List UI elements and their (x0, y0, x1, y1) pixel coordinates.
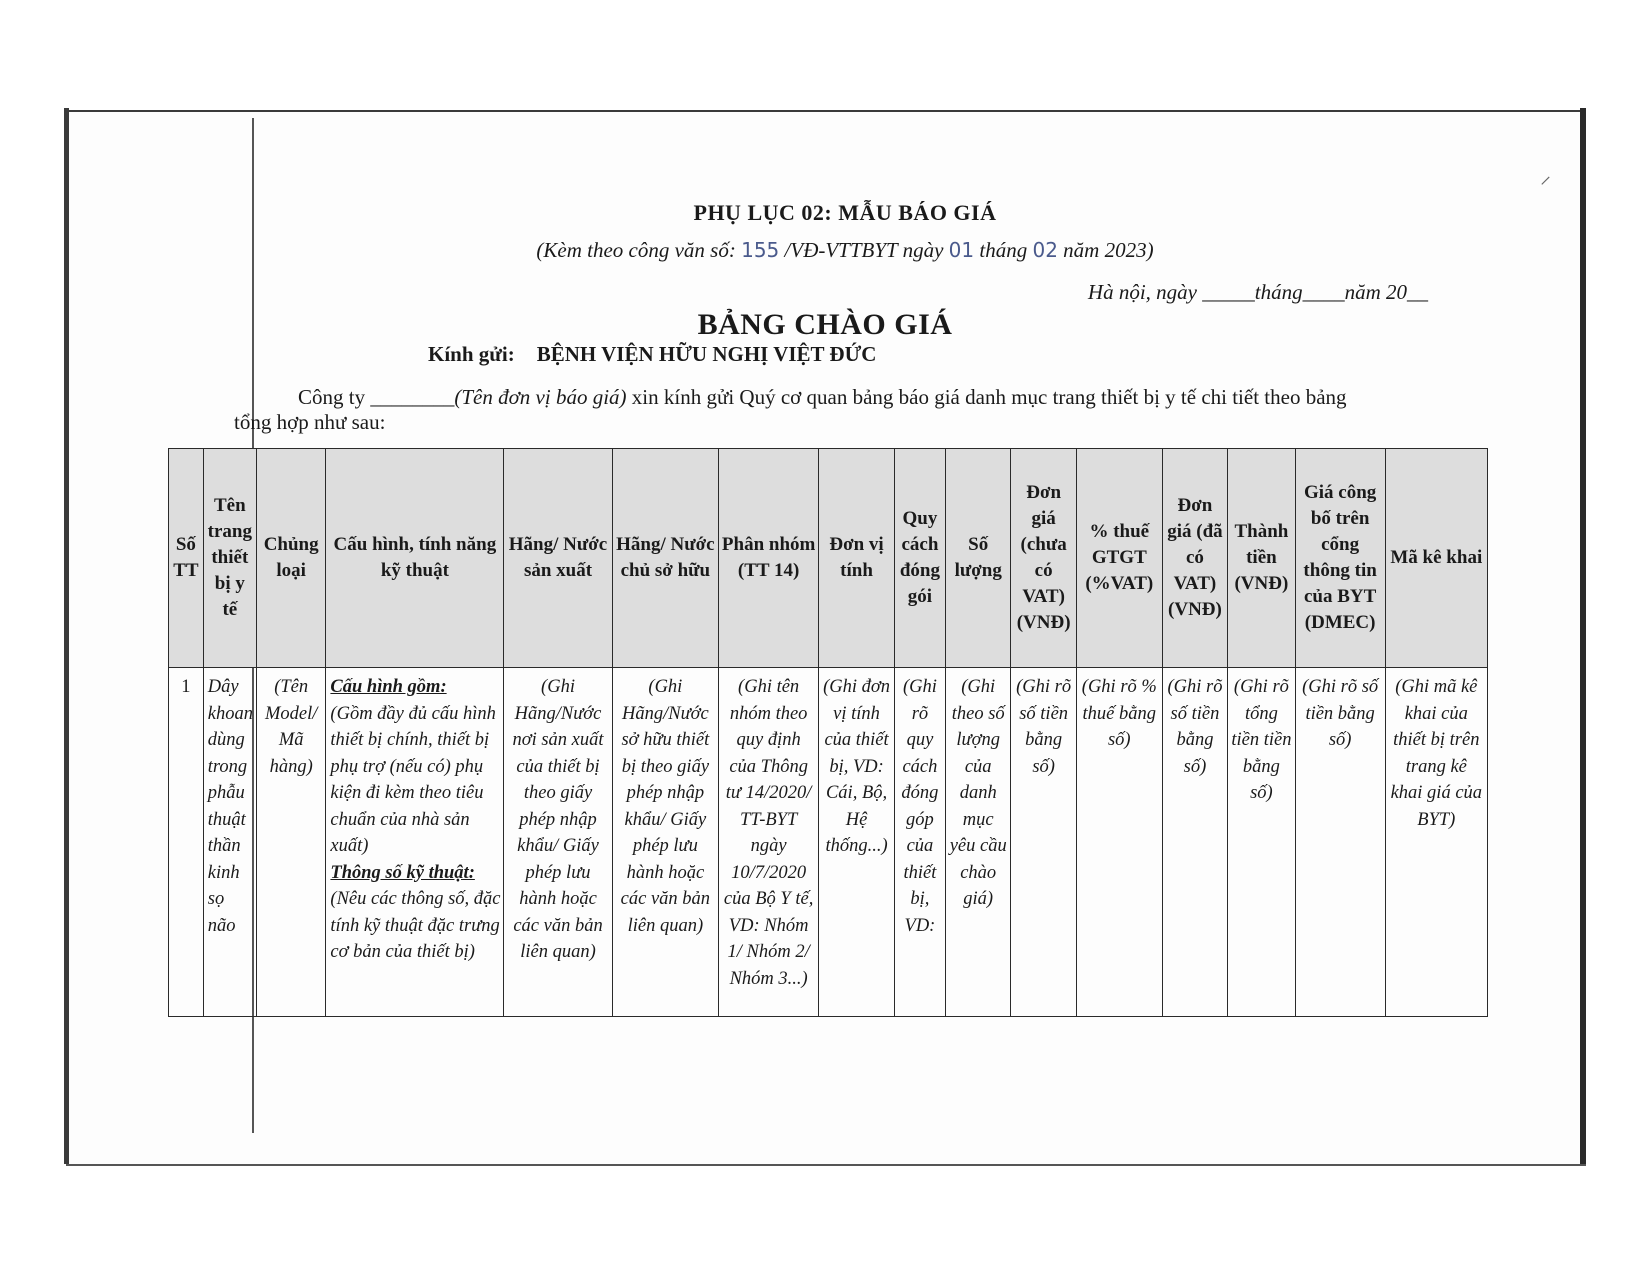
date-line: Hà nội, ngày _____tháng____năm 20__ (1087, 280, 1428, 304)
header-cell: Số lượng (945, 449, 1010, 668)
header-cell: Mã kê khai (1385, 449, 1487, 668)
header-cell: Thành tiền (VNĐ) (1228, 449, 1295, 668)
cell-owner: (Ghi Hãng/Nước sở hữu thiết bị theo giấy phép nhập khẩu/ Giấy phép lưu hành hoặc các văn bản liên quan) (612, 668, 718, 1017)
cell-group: (Ghi tên nhóm theo quy định của Thông tư 14/2020/ TT-BYT ngày 10/7/2020 của Bộ Y tế, VD: Nhóm 1/ Nhóm 2/ Nhóm 3...) (719, 668, 819, 1017)
cell-price-ex-vat: (Ghi rõ số tiền bằng số) (1011, 668, 1076, 1017)
intro-paragraph (234, 385, 1434, 435)
sheet-right-edge (1580, 108, 1586, 1164)
cell-vat: (Ghi rõ % thuế bằng số) (1076, 668, 1162, 1017)
cell-price-inc-vat: (Ghi rõ số tiền bằng số) (1162, 668, 1227, 1017)
cell-packing: (Ghi rõ quy cách đóng góp của thiết bị, VD: (894, 668, 945, 1017)
intro-unit-name: (Tên đơn vị báo giá) (454, 385, 627, 409)
header-cell: Đơn giá (đã có VAT) (VNĐ) (1162, 449, 1227, 668)
header-cell: % thuế GTGT (%VAT) (1076, 449, 1162, 668)
header-cell: Tên trang thiết bị y tế (203, 449, 256, 668)
doc-month: 02 (1032, 238, 1058, 262)
header-cell: Hãng/ Nước chủ sở hữu (612, 449, 718, 668)
header-cell: Quy cách đóng gói (894, 449, 945, 668)
cell-manufacturer: (Ghi Hãng/Nước nơi sản xuất của thiết bị theo giấy phép nhập khẩu/ Giấy phép lưu hành hoặc các văn bản liên quan) (504, 668, 612, 1017)
header-cell: Phân nhóm (TT 14) (719, 449, 819, 668)
main-title: BẢNG CHÀO GIÁ (697, 308, 953, 341)
attach-mid1: /VĐ-VTTBYT ngày (779, 238, 949, 262)
scan-mark: ⸝ (1540, 163, 1552, 188)
spec-text: (Nêu các thông số, đặc tính kỹ thuật đặc trưng cơ bản của thiết bị) (330, 889, 501, 962)
spec-heading: Thông số kỹ thuật: (330, 862, 475, 883)
cell-declaration-code: (Ghi mã kê khai của thiết bị trên trang kê khai giá của BYT) (1385, 668, 1487, 1017)
intro-line-2: tổng hợp như sau: (234, 410, 386, 434)
cell-total: (Ghi rõ tổng tiền tiền bằng số) (1228, 668, 1295, 1017)
attach-prefix: (Kèm theo công văn số: (536, 238, 742, 262)
attach-suffix: năm 2023) (1057, 238, 1154, 262)
cell-unit: (Ghi đơn vị tính của thiết bị, VD: Cái, Bộ, Hệ thống...) (819, 668, 895, 1017)
recipient-label: Kính gửi: (428, 342, 515, 366)
doc-number: 155 (741, 238, 780, 262)
intro-line-1 (234, 385, 1434, 410)
attach-mid2: tháng (974, 238, 1033, 262)
header-cell: Chủng loại (256, 449, 326, 668)
header-cell: Giá công bố trên cổng thông tin của BYT (DMEC) (1295, 449, 1385, 668)
config-text: (Gồm đầy đủ cấu hình thiết bị chính, thiết bị phụ trợ (nếu có) phụ kiện đi kèm theo tiêu chuẩn của nhà sản xuất) (330, 703, 496, 856)
intro-company: Công ty ________ (298, 385, 455, 409)
cell-dmec-price: (Ghi rõ số tiền bằng số) (1295, 668, 1385, 1017)
cell-config (326, 668, 504, 1017)
header-cell: Cấu hình, tính năng kỹ thuật (326, 449, 504, 668)
header-cell: Hãng/ Nước sản xuất (504, 449, 612, 668)
cell-quantity: (Ghi theo số lượng của danh mục yêu cầu chào giá) (945, 668, 1010, 1017)
recipient (428, 342, 876, 367)
header-cell: Số TT (169, 449, 204, 668)
intro-text: xin kính gửi Quý cơ quan bảng báo giá danh mục trang thiết bị y tế chi tiết theo bảng (626, 385, 1347, 409)
cell-no: 1 (169, 668, 204, 1017)
attach-line (0, 238, 1650, 263)
table-row (169, 668, 1488, 1017)
header-cell: Đơn vị tính (819, 449, 895, 668)
cell-name: Dây khoan dùng trong phẫu thuật thần kinh sọ não (203, 668, 256, 1017)
appendix-title: PHỤ LỤC 02: MẪU BÁO GIÁ (693, 200, 997, 225)
table-header-row (169, 449, 1488, 668)
recipient-name: BỆNH VIỆN HỮU NGHỊ VIỆT ĐỨC (536, 342, 877, 366)
sheet-left-edge (64, 108, 69, 1164)
config-heading: Cấu hình gồm: (330, 677, 447, 697)
doc-day: 01 (948, 238, 975, 262)
header-cell: Đơn giá (chưa có VAT) (VNĐ) (1011, 449, 1076, 668)
quotation-table (168, 448, 1488, 1017)
cell-type: (Tên Model/ Mã hàng) (256, 668, 326, 1017)
